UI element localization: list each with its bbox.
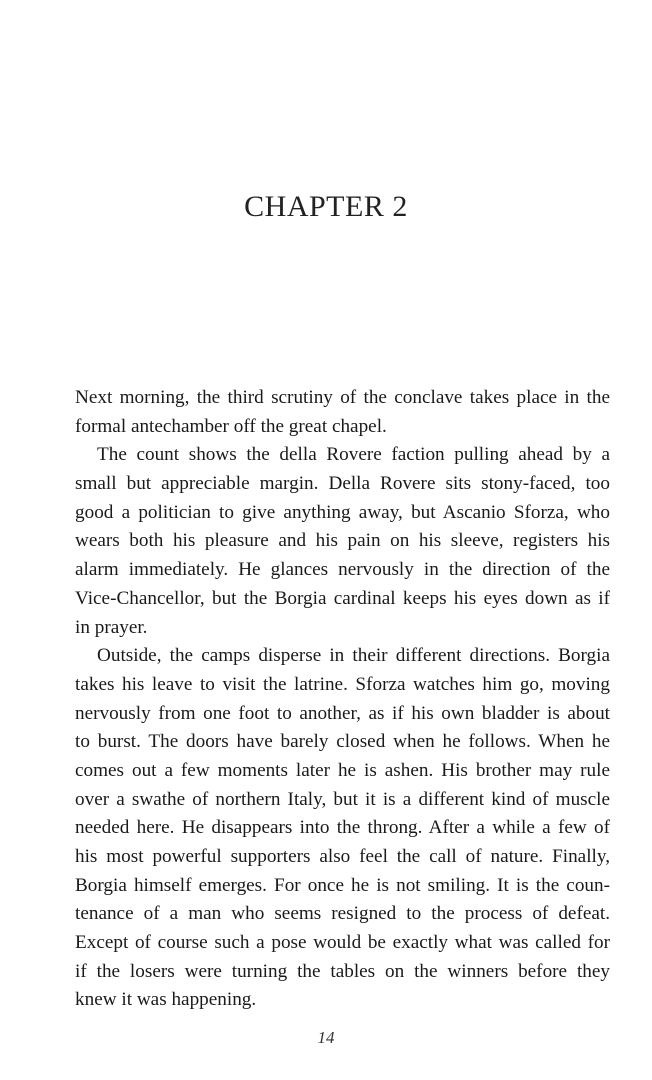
text-line: comes out a few moments later he is ashen. His brother may rule bbox=[75, 759, 610, 781]
page-number: 14 bbox=[317, 1028, 335, 1047]
paragraph bbox=[75, 441, 610, 642]
text-line: The count shows the della Rovere faction pulling ahead by a bbox=[97, 444, 610, 466]
chapter-title: CHAPTER 2 bbox=[244, 190, 408, 223]
paragraph bbox=[75, 642, 610, 1015]
text-line: to burst. The doors have barely closed when he follows. When he bbox=[75, 731, 610, 753]
text-line: over a swathe of northern Italy, but it is a different kind of muscle bbox=[75, 788, 610, 810]
text-line: takes his leave to visit the latrine. Sforza watches him go, moving bbox=[75, 673, 610, 695]
text-line: Next morning, the third scrutiny of the conclave takes place in the bbox=[75, 387, 610, 408]
text-line: Borgia himself emerges. For once he is not smiling. It is the coun- bbox=[75, 874, 610, 896]
text-line: good a politician to give anything away, but Ascanio Sforza, who bbox=[75, 501, 610, 523]
text-line: Vice-Chancellor, but the Borgia cardinal keeps his eyes down as if bbox=[75, 587, 610, 609]
text-line: in prayer. bbox=[75, 616, 148, 638]
body-text bbox=[75, 384, 610, 1015]
text-line: formal antechamber off the great chapel. bbox=[75, 415, 387, 437]
text-line: needed here. He disappears into the throng. After a while a few of bbox=[75, 817, 610, 839]
text-line: small but appreciable margin. Della Rovere sits stony-faced, too bbox=[75, 473, 610, 495]
text-line: knew it was happening. bbox=[75, 989, 257, 1011]
text-line: Except of course such a pose would be exactly what was called for bbox=[75, 932, 610, 954]
text-line: wears both his pleasure and his pain on his sleeve, registers his bbox=[75, 530, 610, 552]
text-line: Outside, the camps disperse in their different directions. Borgia bbox=[97, 645, 610, 667]
text-line: alarm immediately. He glances nervously in the direction of the bbox=[75, 559, 610, 581]
text-line: if the losers were turning the tables on the winners before they bbox=[75, 960, 610, 982]
text-line: tenance of a man who seems resigned to the process of defeat. bbox=[75, 903, 610, 925]
text-line: his most powerful supporters also feel the call of nature. Finally, bbox=[75, 846, 610, 867]
text-line: nervously from one foot to another, as if his own bladder is about bbox=[75, 702, 610, 724]
paragraph bbox=[75, 384, 610, 441]
